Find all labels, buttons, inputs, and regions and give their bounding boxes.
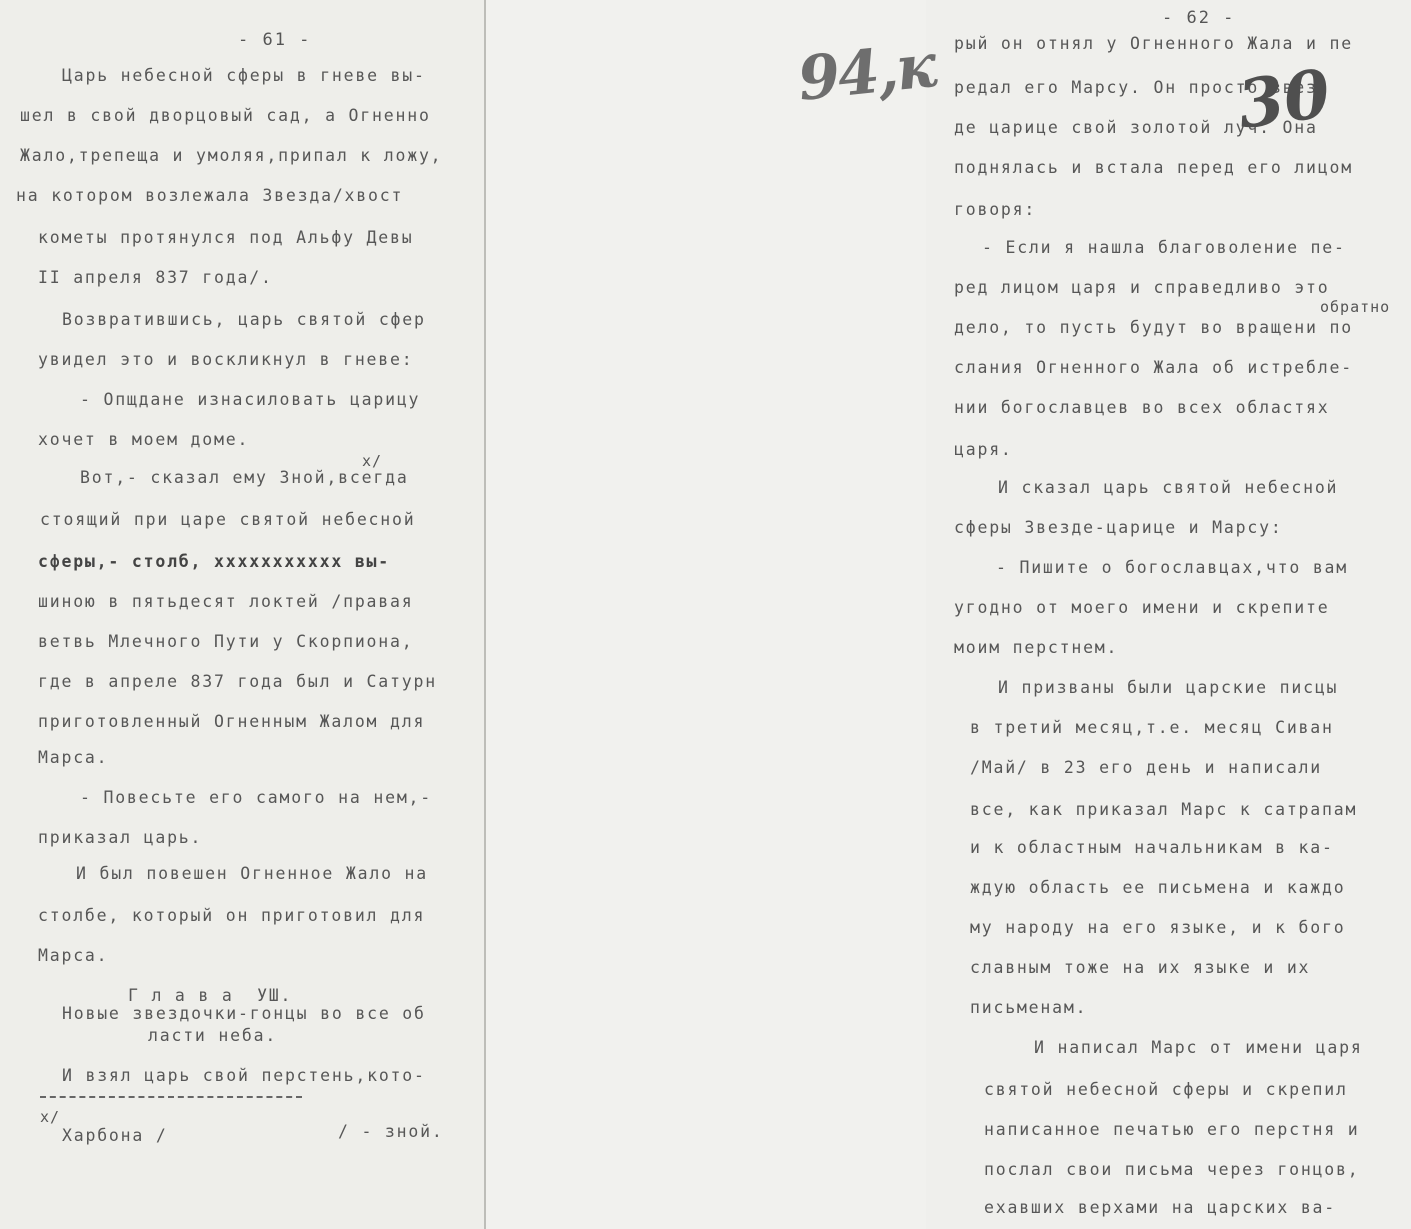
- text-line: нии богославцев во всех областях: [954, 398, 1330, 417]
- text-line: шел в свой дворцовый сад, а Огненно: [20, 106, 431, 125]
- text-line: Марса.: [38, 946, 109, 965]
- handwritten-correction: обратно: [1320, 298, 1391, 316]
- text-line: И написал Марс от имени царя: [1034, 1038, 1363, 1057]
- text-line: Жало,трепеща и умоляя,припал к ложу,: [20, 146, 443, 165]
- text-line: рый он отнял у Огненного Жала и пе: [954, 34, 1353, 53]
- text-line: письменам.: [970, 998, 1088, 1017]
- text-line: ехавших верхами на царских ва-: [984, 1198, 1337, 1217]
- text-line: и к областным начальникам в ка-: [970, 838, 1334, 857]
- text-line: на котором возлежала Звезда/хвост: [16, 186, 404, 205]
- text-line: хочет в моем доме.: [38, 430, 250, 449]
- chapter-subtitle: Новые звездочки-гонцы во все об: [62, 1004, 426, 1023]
- text-line: кометы протянулся под Альфу Девы: [38, 228, 414, 247]
- text-line: редал его Марсу. Он просто звез: [954, 78, 1318, 97]
- text-line: /Май/ в 23 его день и написали: [970, 758, 1323, 777]
- chapter-subtitle: ласти неба.: [148, 1026, 278, 1045]
- text-line: - Пишите о богославцах,что вам: [996, 558, 1349, 577]
- text-line: моим перстнем.: [954, 638, 1119, 657]
- text-line: II апреля 837 года/.: [38, 268, 273, 287]
- footnote-marker: x/: [40, 1108, 61, 1126]
- text-line: И взял царь свой перстень,кото-: [62, 1066, 426, 1085]
- text-line: говоря:: [954, 200, 1037, 219]
- text-line: И призваны были царские писцы: [998, 678, 1339, 697]
- footnote-marker-inline: x/: [362, 452, 383, 470]
- text-line: увидел это и воскликнул в гневе:: [38, 350, 414, 369]
- text-line: сферы,- столб, ххххххххххх вы-: [38, 552, 391, 571]
- text-line: где в апреле 837 года был и Сатурн: [38, 672, 437, 691]
- blank-fold: [486, 0, 926, 1229]
- text-line: ждую область ее письмена и каждо: [970, 878, 1346, 897]
- text-line: му народу на его языке, и к бого: [970, 918, 1346, 937]
- text-line: в третий месяц,т.е. месяц Сиван: [970, 718, 1334, 737]
- text-line: шиною в пятьдесят локтей /правая: [38, 592, 414, 611]
- text-line: дело, то пусть будут во вращени по: [954, 318, 1353, 337]
- text-line: слания Огненного Жала об истребле-: [954, 358, 1353, 377]
- text-line: Марса.: [38, 748, 109, 767]
- text-line: сферы Звезде-царице и Марсу:: [954, 518, 1283, 537]
- text-line: написанное печатью его перстня и: [984, 1120, 1360, 1139]
- text-line: все, как приказал Марс к сатрапам: [970, 800, 1358, 819]
- text-line: царя.: [954, 440, 1013, 459]
- text-line: ред лицом царя и справедливо это: [954, 278, 1330, 297]
- text-line: стоящий при царе святой небесной: [40, 510, 416, 529]
- text-line: святой небесной сферы и скрепил: [984, 1080, 1348, 1099]
- text-line: ветвь Млечного Пути у Скорпиона,: [38, 632, 414, 651]
- footnote-gloss: / - зной.: [338, 1122, 444, 1141]
- text-line: приготовленный Огненным Жалом для: [38, 712, 426, 731]
- text-line: Вот,- сказал ему Зной,всегда: [80, 468, 409, 487]
- text-line: И сказал царь святой небесной: [998, 478, 1339, 497]
- page-number-right: - 62 -: [1162, 8, 1236, 28]
- text-line: И был повешен Огненное Жало на: [76, 864, 429, 883]
- text-line: поднялась и встала перед его лицом: [954, 158, 1353, 177]
- text-line: столбе, который он приготовил для: [38, 906, 426, 925]
- text-line: угодно от моего имени и скрепите: [954, 598, 1330, 617]
- handwritten-archive-number: 94,к: [794, 31, 939, 115]
- text-line: - Если я нашла благоволение пе-: [982, 238, 1346, 257]
- chapter-title: Г л а в а УШ.: [128, 986, 293, 1005]
- text-line: послал свои письма через гонцов,: [984, 1160, 1360, 1179]
- text-line: де царице свой золотой луч. Она: [954, 118, 1318, 137]
- handwritten-folio-number: 30: [1233, 53, 1335, 145]
- text-line: - Опщдане изнасиловать царицу: [80, 390, 421, 409]
- text-line: приказал царь.: [38, 828, 203, 847]
- text-line: Возвратившись, царь святой сфер: [62, 310, 426, 329]
- text-line: славным тоже на их языке и их: [970, 958, 1311, 977]
- text-line: Царь небесной сферы в гневе вы-: [62, 66, 426, 85]
- page-number-left: - 61 -: [238, 30, 312, 50]
- footnote-rule: [40, 1096, 302, 1098]
- text-line: - Повесьте его самого на нем,-: [80, 788, 433, 807]
- footnote-name: Харбона /: [62, 1126, 168, 1145]
